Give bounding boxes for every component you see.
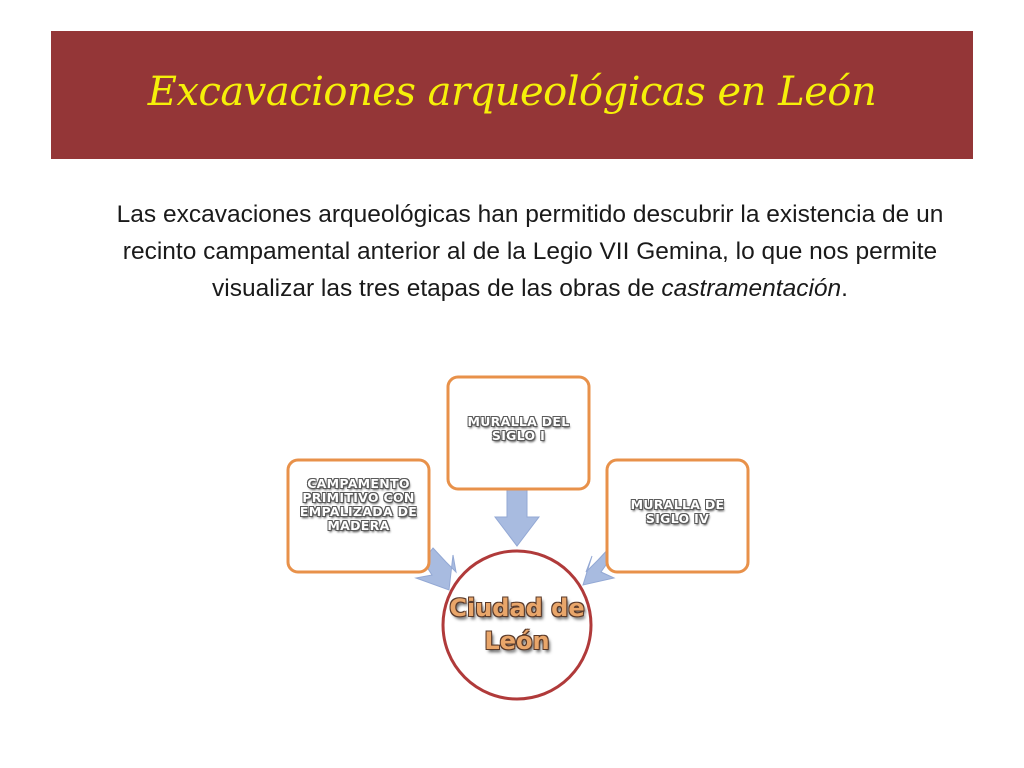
node-label-line: CAMPAMENTO	[307, 476, 410, 491]
node-label-muralla-siglo-iv	[607, 498, 748, 526]
node-label-muralla-siglo-i	[448, 415, 589, 443]
node-label-line: PRIMITIVO CON	[302, 490, 415, 505]
node-label-line: SIGLO I	[491, 428, 546, 443]
arrow-top	[495, 490, 539, 546]
node-label-campamento	[288, 477, 429, 533]
node-label-line: MURALLA DE	[630, 497, 725, 512]
center-label-line2: León	[484, 627, 550, 655]
paragraph-emphasis: castramentación	[661, 275, 842, 302]
center-label	[443, 592, 591, 658]
paragraph-text: Las excavaciones arqueológicas han permitido descubrir la existencia de un recinto campamental anterior al de la Legio VII Gemina, lo que nos permite visualizar las tres etapas de las obras de	[116, 201, 944, 302]
paragraph-end: .	[841, 275, 848, 302]
slide-title: Excavaciones arqueológicas en León	[147, 69, 877, 115]
node-label-line: MADERA	[327, 518, 390, 533]
node-label-line: EMPALIZADA DE	[299, 504, 418, 519]
center-label-line1: Ciudad de	[449, 594, 585, 622]
node-label-line: MURALLA DEL	[467, 414, 570, 429]
node-label-line: SIGLO IV	[645, 511, 710, 526]
